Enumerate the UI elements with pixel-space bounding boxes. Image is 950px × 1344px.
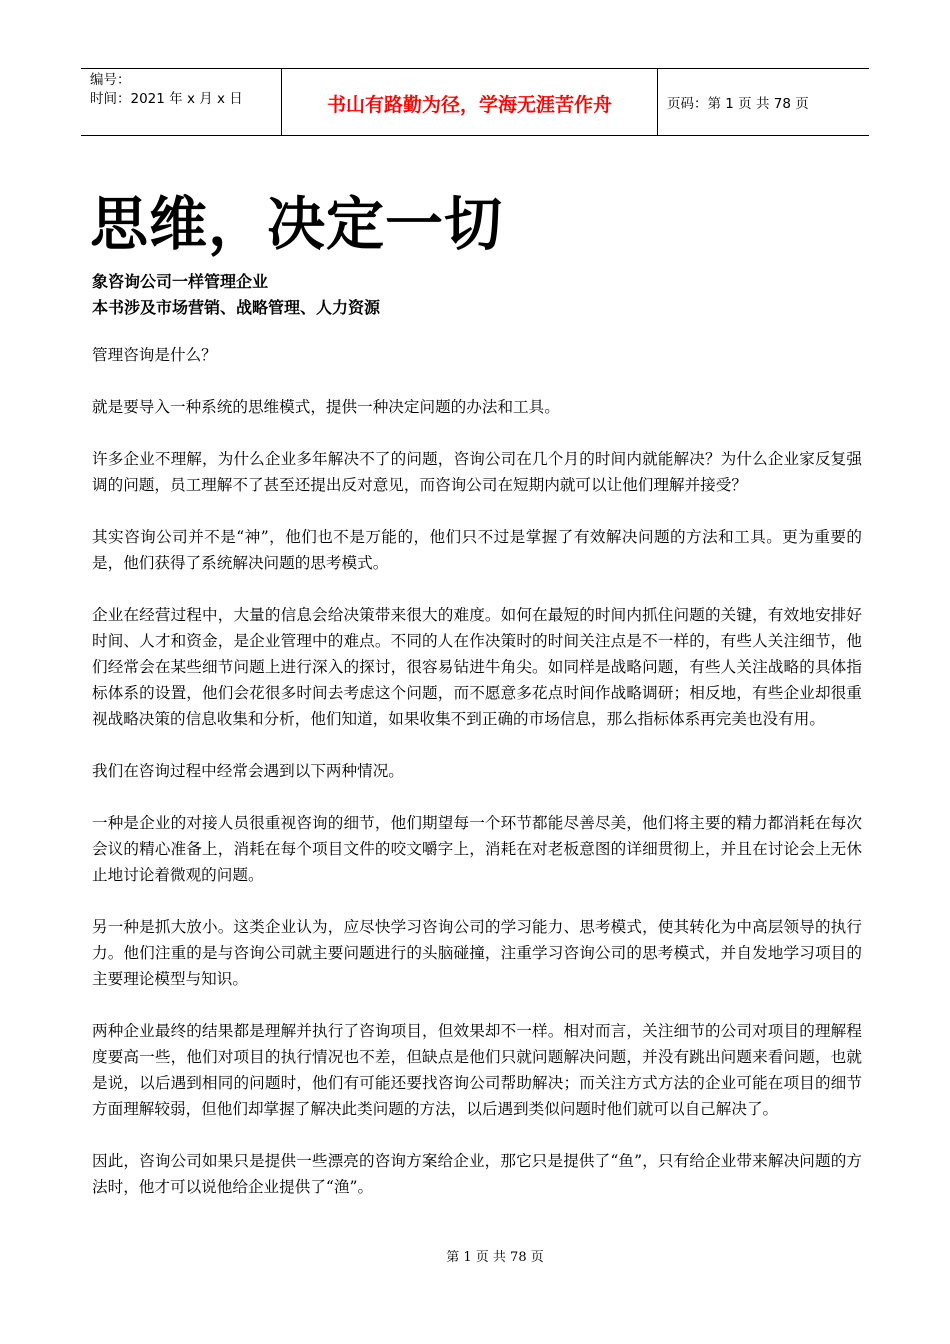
header-meta-cell (81, 69, 282, 135)
body-paragraph: 就是要导入一种系统的思维模式，提供一种决定问题的办法和工具。 (92, 398, 560, 416)
body-paragraph: 另一种是抓大放小。这类企业认为，应尽快学习咨询公司的学习能力、思考模式，使其转化为中高层领导的执行力。他们注重的是与咨询公司就主要问题进行的头脑碰撞，注重学习咨询公司的思考模式，并自发地学习项目的主要理论模型与知识。 (92, 918, 862, 988)
document-date: 时间：2021 年 x 月 x 日 (90, 91, 243, 107)
document-title: 思维，决定一切 (90, 190, 504, 258)
subtitle-line: 本书涉及市场营销、战略管理、人力资源 (92, 298, 381, 317)
body-paragraph: 许多企业不理解，为什么企业多年解决不了的问题，咨询公司在几个月的时间内就能解决？为什么企业家反复强调的问题，员工理解不了甚至还提出反对意见，而咨询公司在短期内就可以让他们理解并接受？ (92, 450, 862, 494)
document-header (81, 68, 869, 136)
document-number-label: 编号： (90, 72, 131, 88)
body-paragraph: 企业在经营过程中，大量的信息会给决策带来很大的难度。如何在最短的时间内抓住问题的关键，有效地安排好时间、人才和资金，是企业管理中的难点。不同的人在作决策时的时间关注点是不一样的，有些人关注细节，他们经常会在某些细节问题上进行深入的探讨，很容易钻进牛角尖。如同样是战略问题，有些人关注战略的具体指标体系的设置，他们会花很多时间去考虑这个问题，而不愿意多花点时间作战略调研；相反地，有些企业却很重视战略决策的信息收集和分析，他们知道，如果收集不到正确的市场信息，那么指标体系再完美也没有用。 (92, 606, 862, 728)
subtitle-line: 象咨询公司一样管理企业 (92, 272, 269, 291)
header-motto: 书山有路勤为径，学海无涯苦作舟 (282, 69, 658, 135)
body-paragraph: 一种是企业的对接人员很重视咨询的细节，他们期望每一个环节都能尽善尽美，他们将主要的精力都消耗在每次会议的精心准备上，消耗在每个项目文件的咬文嚼字上，消耗在对老板意图的详细贯彻上，并且在讨论会上无休止地讨论着微观的问题。 (92, 814, 862, 884)
header-page-info: 页码：第 1 页 共 78 页 (667, 96, 809, 112)
body-paragraph: 其实咨询公司并不是“神”，他们也不是万能的，他们只不过是掌握了有效解决问题的方法和工具。更为重要的是，他们获得了系统解决问题的思考模式。 (92, 528, 862, 572)
page-footer: 第 1 页 共 78 页 (446, 1250, 544, 1265)
document-body (92, 342, 862, 1226)
body-paragraph: 因此，咨询公司如果只是提供一些漂亮的咨询方案给企业，那它只是提供了“鱼”，只有给企业带来解决问题的方法时，他才可以说他给企业提供了“渔”。 (92, 1152, 862, 1196)
body-paragraph: 我们在咨询过程中经常会遇到以下两种情况。 (92, 762, 404, 780)
document-subtitles (92, 269, 380, 321)
body-paragraph: 两种企业最终的结果都是理解并执行了咨询项目，但效果却不一样。相对而言，关注细节的公司对项目的理解程度要高一些，他们对项目的执行情况也不差，但缺点是他们只就问题解决问题，并没有跳出问题来看问题，也就是说，以后遇到相同的问题时，他们有可能还要找咨询公司帮助解决；而关注方式方法的企业可能在项目的细节方面理解较弱，但他们却掌握了解决此类问题的方法，以后遇到类似问题时他们就可以自己解决了。 (92, 1022, 862, 1118)
body-paragraph: 管理咨询是什么？ (92, 346, 217, 364)
